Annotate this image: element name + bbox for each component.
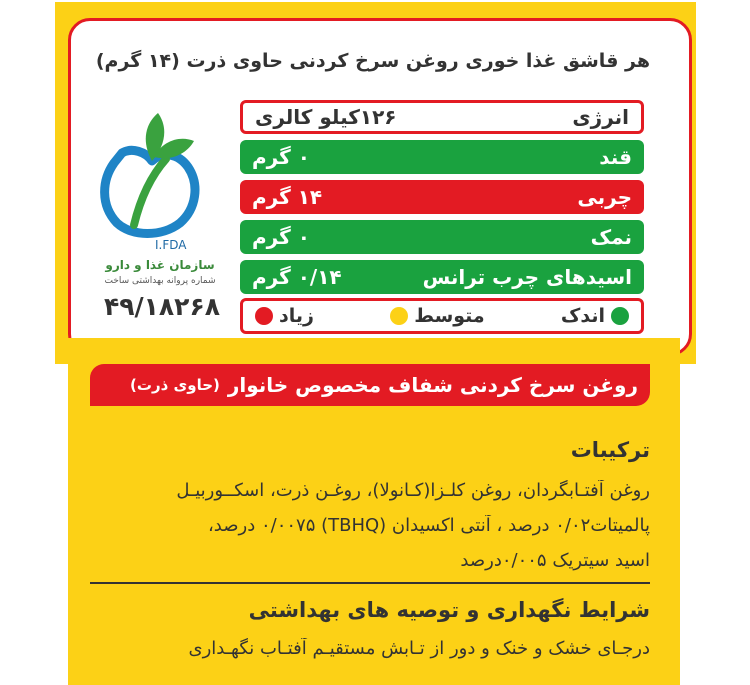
legend-label-high: زیاد	[279, 305, 314, 327]
legend-label-low: اندک	[560, 305, 605, 327]
product-name: روغن سرخ کردنی شفاف مخصوص خانوار	[227, 373, 638, 397]
serving-title: هر قاشق غذا خوری روغن سرخ کردنی حاوی ذرت (۱۴ گرم)	[95, 50, 650, 72]
ingredients-title: ترکیبات	[570, 438, 650, 462]
ingredients-line: اسید سیتریک ۰/۰۰۵درصد	[460, 550, 650, 571]
section-divider	[90, 582, 650, 584]
product-variant: (حاوی ذرت)	[130, 376, 220, 394]
nutrient-value: ۰ گرم	[252, 225, 310, 249]
product-name-banner	[90, 364, 650, 406]
nutrient-name: اسیدهای چرب ترانس	[422, 265, 632, 289]
nutrient-value: ۰/۱۴ گرم	[252, 265, 342, 289]
nutrient-value: ۱۲۶کیلو کالری	[255, 105, 397, 129]
legend-item-medium	[390, 305, 484, 327]
license-number: ۴۹/۱۸۲۶۸	[104, 292, 220, 321]
organization-name: سازمان غذا و دارو	[105, 258, 215, 272]
nutrient-name: نمک	[590, 225, 632, 249]
nutrition-row-trans-fat	[240, 260, 644, 294]
fda-abbreviation: I.FDA	[155, 238, 187, 252]
nutrient-name: انرژی	[572, 105, 629, 129]
nutrition-row-fat	[240, 180, 644, 214]
ingredients-line: پالمیتات۰/۰۲ درصد ، آنتی اکسیدان (TBHQ) ۰/۰۰۷۵ درصد،	[207, 515, 650, 536]
traffic-light-legend	[240, 298, 644, 334]
nutrient-name: چربی	[577, 185, 632, 209]
nutrition-row-energy	[240, 100, 644, 134]
green-dot-icon	[611, 307, 629, 325]
ingredients-line: روغن آفتـابگردان، روغن کلـزا(کـانولا)، روغـن ذرت، اسکــوربیـل	[176, 480, 650, 501]
legend-item-high	[255, 305, 314, 327]
fda-logo-icon	[92, 105, 212, 240]
license-caption: شماره پروانه بهداشتی ساخت	[104, 276, 216, 286]
legend-item-low	[561, 305, 629, 327]
nutrition-row-sugar	[240, 140, 644, 174]
nutrient-name: قند	[599, 145, 632, 169]
red-dot-icon	[255, 307, 273, 325]
legend-label-medium: متوسط	[414, 305, 485, 327]
nutrition-row-salt	[240, 220, 644, 254]
nutrient-value: ۱۴ گرم	[252, 185, 323, 209]
nutrient-value: ۰ گرم	[252, 145, 310, 169]
storage-line: درجـای خشک و خنک و دور از تـابش مستقیـم آفتـاب نگهـداری	[188, 638, 650, 659]
storage-title: شرایط نگهداری و توصیه های بهداشتی	[248, 598, 650, 622]
yellow-dot-icon	[390, 307, 408, 325]
